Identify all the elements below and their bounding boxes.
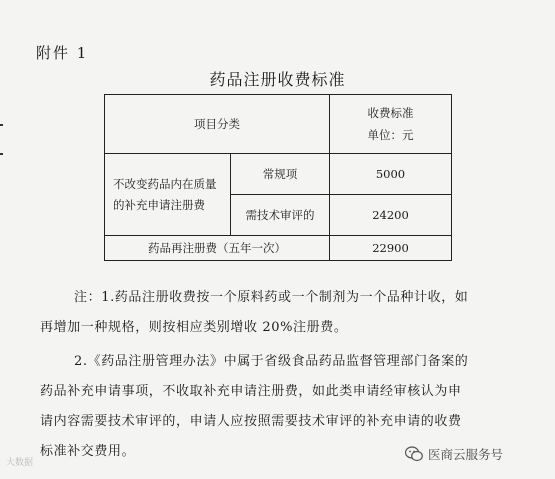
note-line: 标准补交费用。 — [40, 444, 136, 459]
margin-mark — [0, 124, 3, 126]
fee-table — [104, 94, 452, 261]
watermark-right — [405, 445, 503, 463]
header-standard-line1: 收费标准 — [367, 106, 414, 120]
document-title: 药品注册收费标准 — [209, 70, 346, 89]
renewal-label: 药品再注册费（五年一次） — [105, 236, 330, 261]
watermark-left — [6, 455, 33, 468]
table-row — [105, 154, 452, 195]
watermark-left-text: 大数据 — [6, 458, 34, 468]
fee-value: 22900 — [330, 236, 452, 261]
table-row — [105, 236, 452, 261]
note-line: 2.《药品注册管理办法》中属于省级食品药品监督管理部门备案的 — [74, 354, 469, 369]
watermark-right-text: 医商云服务号 — [428, 447, 504, 462]
header-item: 项目分类 — [105, 95, 330, 154]
wechat-icon — [405, 446, 423, 462]
sub-item-label: 常规项 — [231, 154, 330, 195]
header-standard-unit: 单位：元 — [367, 128, 414, 142]
attachment-label: 附件 1 — [36, 44, 89, 62]
note-line: 再增加一种规格，则按相应类别增收 20%注册费。 — [40, 320, 348, 335]
sub-item-label: 需技术审评的 — [231, 195, 330, 236]
header-standard — [330, 95, 452, 154]
margin-mark — [0, 153, 3, 155]
table-row — [105, 95, 452, 154]
note-line: 药品补充申请事项，不收取补充申请注册费，如此类申请经审核认为申 — [40, 384, 462, 399]
fee-value: 24200 — [330, 195, 452, 236]
fee-value: 5000 — [330, 154, 452, 195]
change-category-label: 不改变药品内在质量的补充申请注册费 — [105, 154, 231, 236]
note-line: 注：1.药品注册收费按一个原料药或一个制剂为一个品种计收，如 — [74, 290, 469, 305]
note-line: 请内容需要技术审评的，申请人应按照需要技术审评的补充申请的收费 — [40, 414, 462, 429]
